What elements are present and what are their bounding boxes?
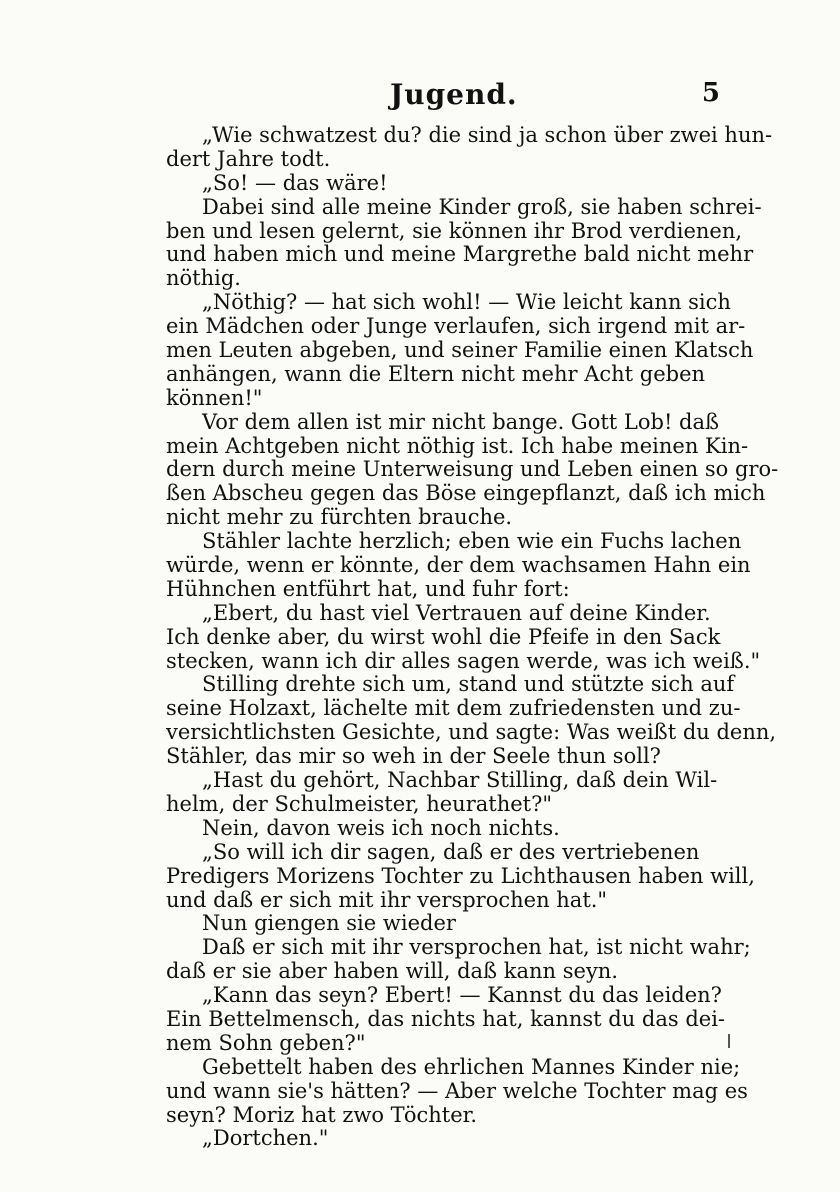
text-line: ein Mädchen oder Junge verlaufen, sich irgend mit ar- [166, 314, 746, 339]
text-line: Predigers Morizens Tochter zu Lichthausen haben will, [166, 863, 755, 888]
text-line: seyn? Moriz hat zwo Töchter. [166, 1102, 478, 1127]
text-line: „Wie schwatzest du? die sind ja schon über zwei hun- [202, 123, 773, 147]
text-line: seine Holzaxt, lächelte mit dem zufriedensten und zu- [166, 696, 741, 721]
text-line: dern durch meine Unterweisung und Leben einen so gro- [166, 457, 779, 482]
margin-mark [728, 1034, 730, 1048]
text-line: „So will ich dir sagen, daß er des vertriebenen [202, 839, 700, 864]
text-line: Nein, davon weis ich noch nichts. [202, 815, 560, 840]
text-line: versichtlichsten Gesichte, und sagte: Was weißt du denn, [166, 720, 777, 745]
text-line: und daß er sich mit ihr versprochen hat." [166, 887, 608, 912]
text-line: men Leuten abgeben, und seiner Familie einen Klatsch [166, 338, 754, 363]
text-line: Stilling drehte sich um, stand und stützte sich auf [202, 672, 735, 697]
text-line: „So! — das wäre! [202, 170, 388, 195]
text-line: ßen Abscheu gegen das Böse eingepflanzt, daß ich mich [166, 481, 766, 506]
text-line: Ein Bettelmensch, das nichts hat, kannst du das dei- [166, 1006, 726, 1031]
text-line: können!" [166, 385, 263, 410]
text-line: Stähler lachte herzlich; eben wie ein Fuchs lachen [202, 529, 742, 554]
text-line: „Ebert, du hast viel Vertrauen auf deine Kinder. [202, 600, 711, 625]
text-line: Daß er sich mit ihr versprochen hat, ist nicht wahr; [202, 935, 751, 960]
text-line: Stähler, das mir so weh in der Seele thun soll? [166, 744, 661, 769]
text-line: nicht mehr zu fürchten brauche. [166, 505, 513, 530]
text-line: und wann sie's hätten? — Aber welche Tochter mag es [166, 1078, 748, 1103]
text-line: mein Achtgeben nicht nöthig ist. Ich habe meinen Kin- [166, 433, 749, 458]
text-line: Gebettelt haben des ehrlichen Mannes Kinder nie; [202, 1054, 741, 1079]
text-line: Vor dem allen ist mir nicht bange. Gott Lob! daß [202, 409, 720, 434]
text-line: Ich denke aber, du wirst wohl die Pfeife in den Sack [166, 624, 721, 649]
text-line: stecken, wann ich dir alles sagen werde, was ich weiß." [166, 648, 761, 673]
text-line: Nun giengen sie wieder [202, 911, 456, 936]
text-line: Hühnchen entführt hat, und fuhr fort: [166, 576, 570, 601]
running-title: Jugend. [390, 78, 518, 111]
text-line: „Hast du gehört, Nachbar Stilling, daß dein Wil- [202, 768, 718, 793]
page-number: 5 [701, 78, 720, 108]
text-line: „Kann das seyn? Ebert! — Kannst du das leiden? [202, 983, 722, 1008]
text-line: würde, wenn er könnte, der dem wachsamen Hahn ein [166, 553, 751, 578]
page-header [160, 78, 720, 118]
body-text [166, 123, 779, 1151]
text-line: Dabei sind alle meine Kinder groß, sie haben schrei- [202, 194, 762, 219]
text-line: und haben mich und meine Margrethe bald nicht mehr [166, 242, 754, 267]
text-line: daß er sie aber haben will, daß kann seyn. [166, 959, 619, 984]
text-line: „Nöthig? — hat sich wohl! — Wie leicht kann sich [202, 290, 731, 315]
text-line: ben und lesen gelernt, sie können ihr Brod verdienen, [166, 218, 743, 243]
text-line: dert Jahre todt. [166, 146, 331, 171]
text-line: nem Sohn geben?" [166, 1030, 366, 1055]
text-line: helm, der Schulmeister, heurathet?" [166, 791, 552, 816]
text-line: „Dortchen." [202, 1126, 329, 1151]
text-line: nöthig. [166, 266, 241, 291]
text-line: anhängen, wann die Eltern nicht mehr Acht geben [166, 361, 706, 386]
